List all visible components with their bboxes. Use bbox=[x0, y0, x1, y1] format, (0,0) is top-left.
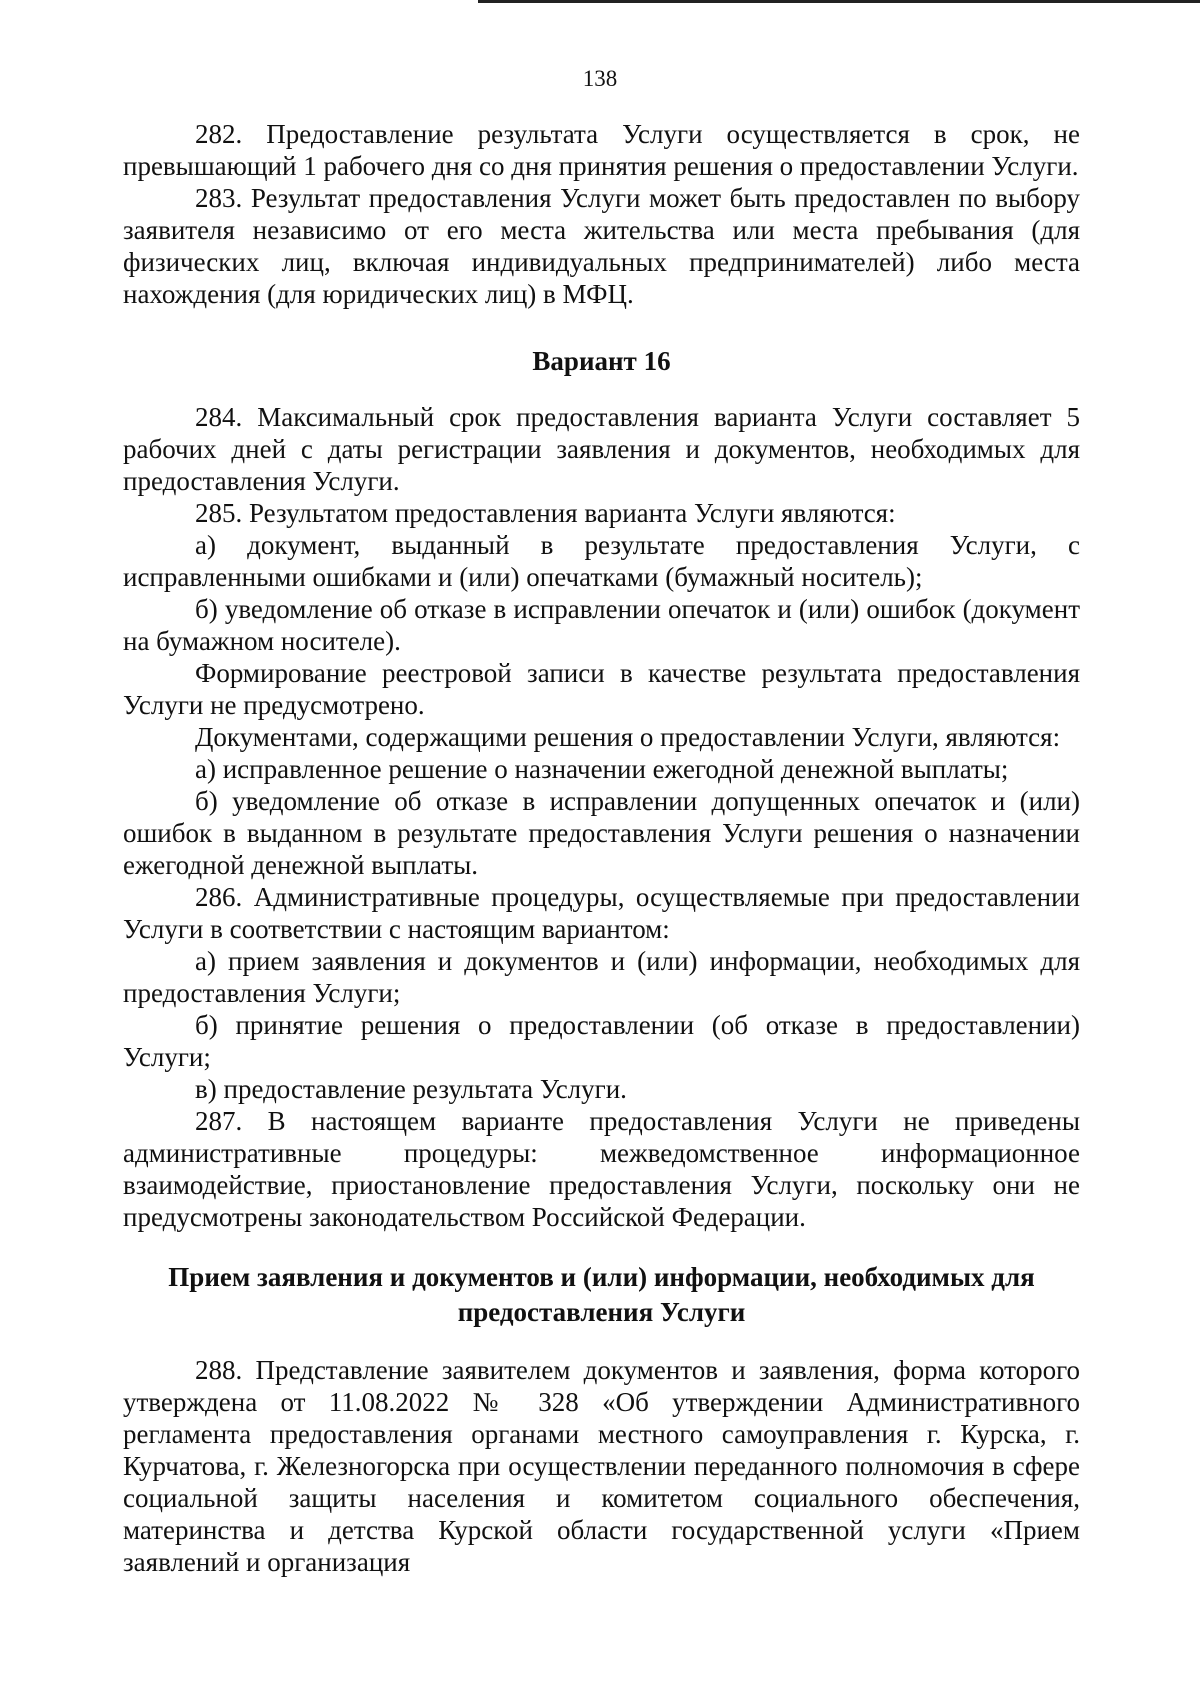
list-item-decision-b: б) уведомление об отказе в исправлении допущенных опечаток и (или) ошибок в выданном в результате предоставления Услуги решения о назначении ежегодной денежной выплаты. bbox=[123, 786, 1080, 880]
paragraph-282: 282. Предоставление результата Услуги осуществляется в срок, не превышающий 1 рабочего дня со дня принятия решения о предоставлении Услуги. bbox=[123, 119, 1080, 181]
section-heading: Прием заявления и документов и (или) информации, необходимых для предоставления Услуги bbox=[168, 1262, 1035, 1327]
list-item-286-b: б) принятие решения о предоставлении (об отказе в предоставлении) Услуги; bbox=[123, 1010, 1080, 1072]
paragraph-decision-documents: Документами, содержащими решения о предоставлении Услуги, являются: bbox=[195, 722, 1061, 752]
paragraph-283: 283. Результат предоставления Услуги может быть предоставлен по выбору заявителя независимо от его места жительства или места пребывания (для физических лиц, включая индивидуальных предпринимателей) либо места нахождения (для юридических лиц) в МФЦ. bbox=[123, 183, 1080, 309]
list-item-285-b: б) уведомление об отказе в исправлении опечаток и (или) ошибок (документ на бумажном носителе). bbox=[123, 594, 1080, 656]
paragraph-285: 285. Результатом предоставления варианта Услуги являются: bbox=[195, 498, 896, 528]
page-number: 138 bbox=[582, 66, 618, 91]
paragraph-287: 287. В настоящем варианте предоставления Услуги не приведены административные процедуры: межведомственное информационное взаимодействие, приостановление предоставления Услуги, поскольку они не предусмотрены законодательством Российской Федерации. bbox=[123, 1106, 1080, 1232]
variant-heading: Вариант 16 bbox=[532, 346, 671, 376]
paragraph-288: 288. Представление заявителем документов и заявления, форма которого утверждена от 11.08.2022 № 328 «Об утверждении Административного регламента предоставления органами местного самоуправления г. Курска, г. Курчатова, г. Железногорска при осуществлении переданного полномочия в сфере социальной защиты населения и комитетом социального обеспечения, материнства и детства Курской области государственной услуги «Прием заявлений и организация bbox=[123, 1355, 1080, 1577]
paragraph-registry-record: Формирование реестровой записи в качестве результата предоставления Услуги не предусмотрено. bbox=[123, 658, 1080, 720]
document-body bbox=[123, 118, 1080, 1578]
paragraph-284: 284. Максимальный срок предоставления варианта Услуги составляет 5 рабочих дней с даты регистрации заявления и документов, необходимых для предоставления Услуги. bbox=[123, 402, 1080, 496]
paragraph-286: 286. Административные процедуры, осуществляемые при предоставлении Услуги в соответствии с настоящим вариантом: bbox=[123, 882, 1080, 944]
list-item-286-a: а) прием заявления и документов и (или) информации, необходимых для предоставления Услуги; bbox=[123, 946, 1080, 1008]
list-item-285-a: а) документ, выданный в результате предоставления Услуги, с исправленными ошибками и (или) опечатками (бумажный носитель); bbox=[123, 530, 1080, 592]
list-item-286-c: в) предоставление результата Услуги. bbox=[195, 1074, 627, 1104]
list-item-decision-a: а) исправленное решение о назначении ежегодной денежной выплаты; bbox=[195, 754, 1009, 784]
top-rule bbox=[478, 0, 1200, 3]
